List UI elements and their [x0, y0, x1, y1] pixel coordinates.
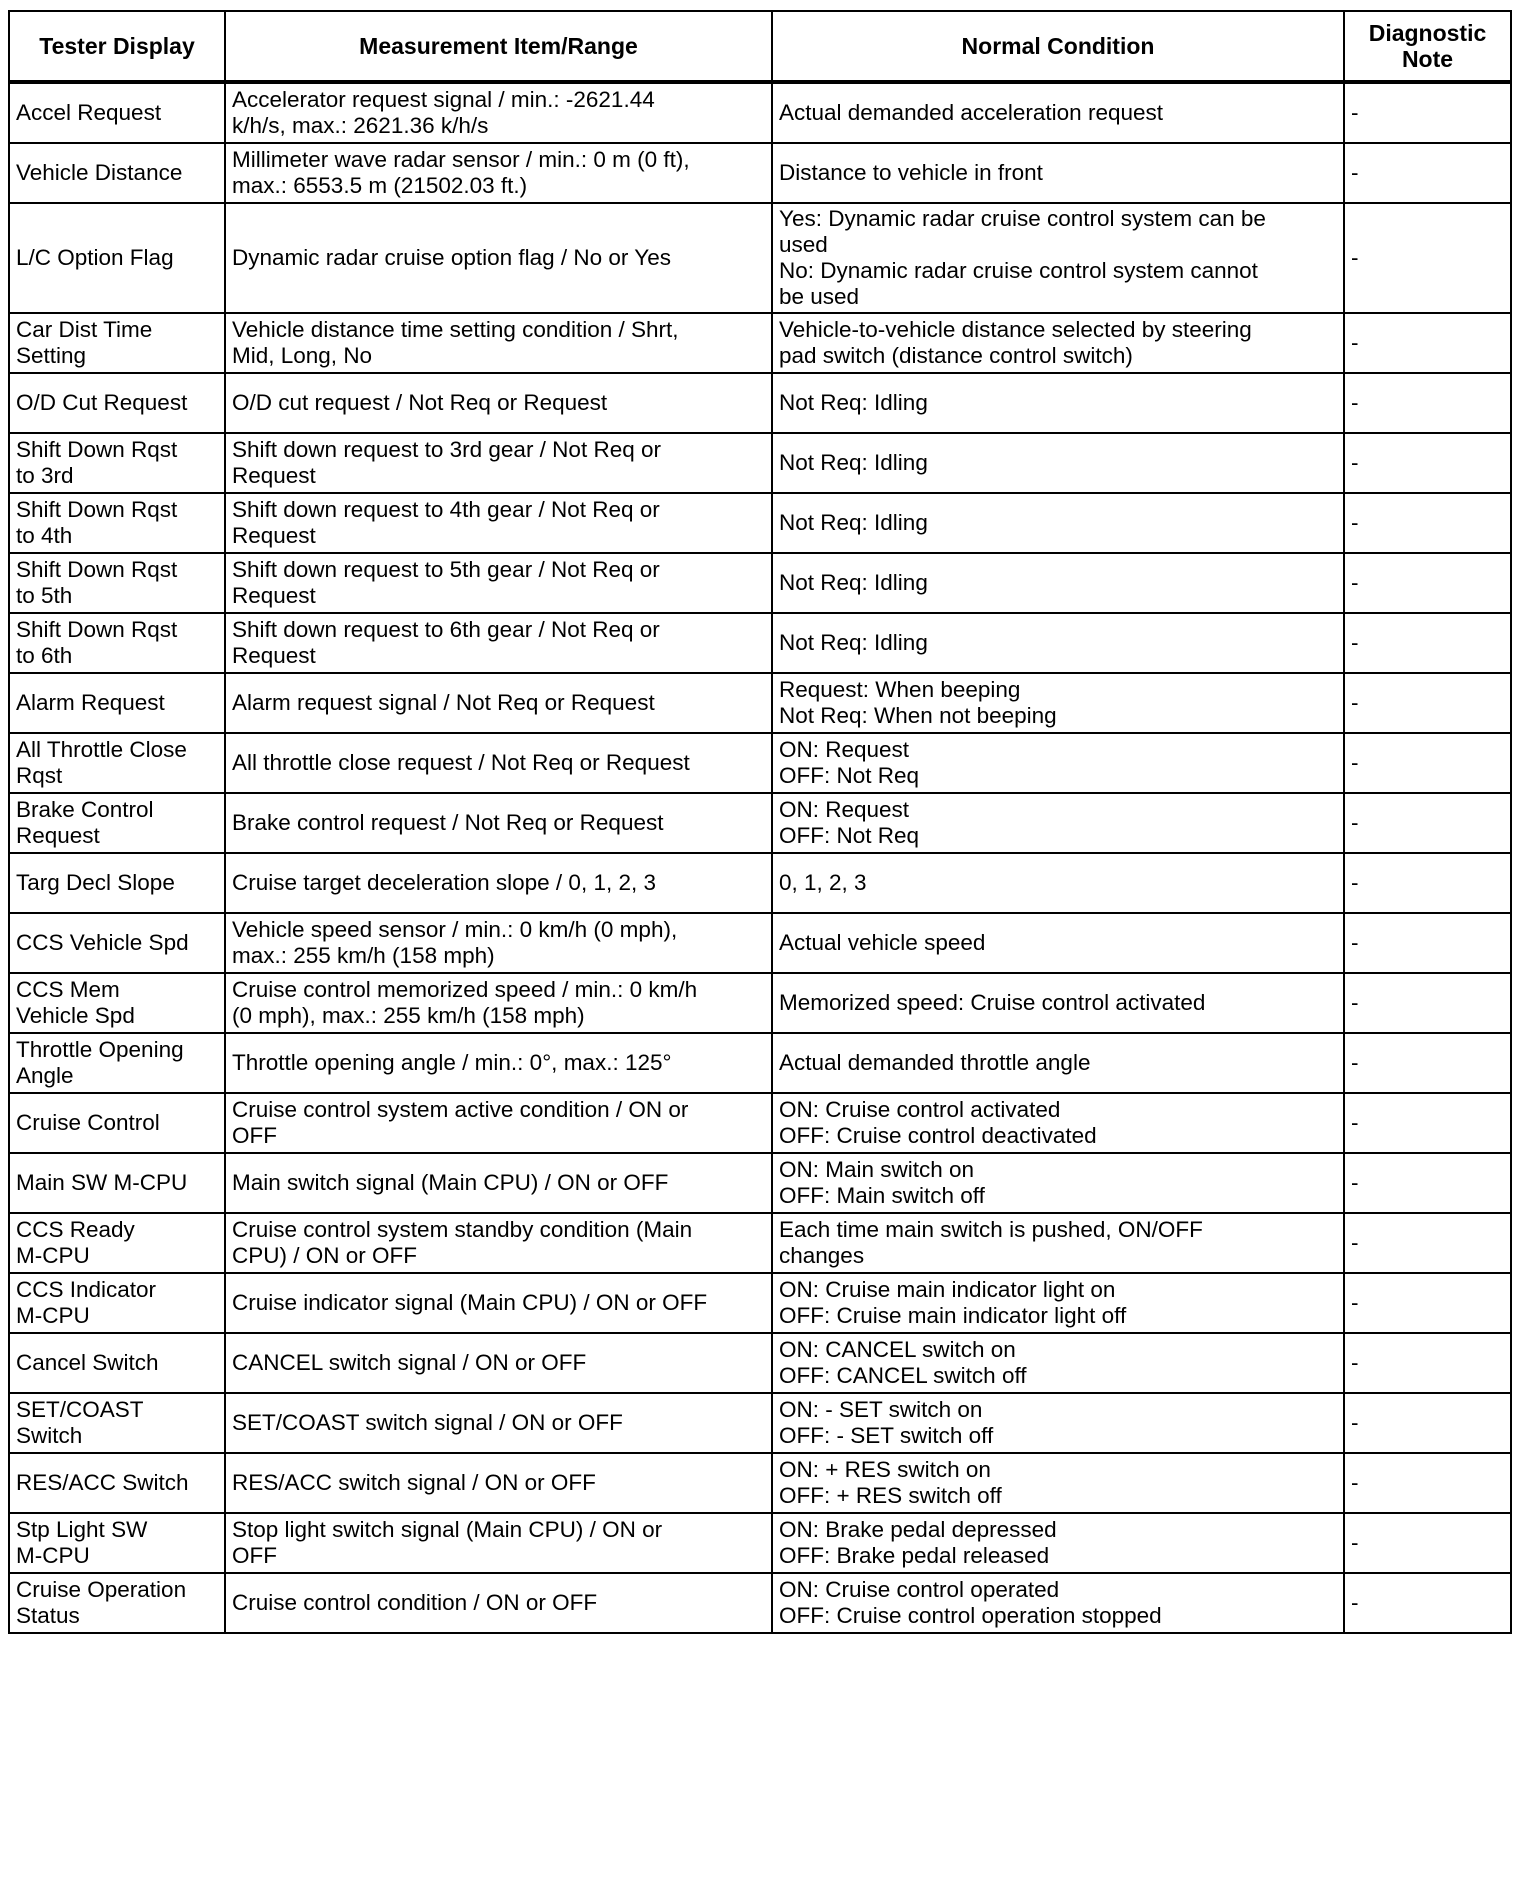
cell-measurement-item-range: Cruise control memorized speed / min.: 0 km/h (0 mph), max.: 255 km/h (158 mph) — [225, 973, 772, 1033]
cell-diagnostic-note: - — [1344, 793, 1511, 853]
cell-measurement-item-range: RES/ACC switch signal / ON or OFF — [225, 1453, 772, 1513]
cell-diagnostic-note: - — [1344, 733, 1511, 793]
cell-normal-condition: ON: Request OFF: Not Req — [772, 793, 1344, 853]
cell-tester-display: All Throttle Close Rqst — [9, 733, 225, 793]
table-row — [9, 1273, 1511, 1333]
table-row — [9, 143, 1511, 203]
table-row — [9, 1213, 1511, 1273]
cell-tester-display: RES/ACC Switch — [9, 1453, 225, 1513]
cell-diagnostic-note: - — [1344, 613, 1511, 673]
table-row — [9, 853, 1511, 913]
table-row — [9, 973, 1511, 1033]
cell-diagnostic-note: - — [1344, 1033, 1511, 1093]
table-row — [9, 433, 1511, 493]
cell-diagnostic-note: - — [1344, 553, 1511, 613]
cell-normal-condition: ON: Cruise control activated OFF: Cruise control deactivated — [772, 1093, 1344, 1153]
cell-tester-display: CCS Mem Vehicle Spd — [9, 973, 225, 1033]
table-row — [9, 1573, 1511, 1633]
cell-normal-condition: ON: Main switch on OFF: Main switch off — [772, 1153, 1344, 1213]
cell-measurement-item-range: Alarm request signal / Not Req or Request — [225, 673, 772, 733]
cell-normal-condition: Vehicle-to-vehicle distance selected by steering pad switch (distance control switch) — [772, 313, 1344, 373]
cell-diagnostic-note: - — [1344, 1513, 1511, 1573]
cell-normal-condition: Not Req: Idling — [772, 553, 1344, 613]
table-row — [9, 1393, 1511, 1453]
cell-diagnostic-note: - — [1344, 82, 1511, 143]
cell-diagnostic-note: - — [1344, 433, 1511, 493]
cell-normal-condition: ON: Cruise main indicator light on OFF: Cruise main indicator light off — [772, 1273, 1344, 1333]
cell-measurement-item-range: Vehicle speed sensor / min.: 0 km/h (0 mph), max.: 255 km/h (158 mph) — [225, 913, 772, 973]
cell-measurement-item-range: Cruise control condition / ON or OFF — [225, 1573, 772, 1633]
table-row — [9, 1093, 1511, 1153]
cell-normal-condition: ON: - SET switch on OFF: - SET switch off — [772, 1393, 1344, 1453]
table-row — [9, 313, 1511, 373]
cell-tester-display: CCS Vehicle Spd — [9, 913, 225, 973]
cell-diagnostic-note: - — [1344, 973, 1511, 1033]
cell-diagnostic-note: - — [1344, 1213, 1511, 1273]
cell-tester-display: Throttle Opening Angle — [9, 1033, 225, 1093]
cell-tester-display: Cancel Switch — [9, 1333, 225, 1393]
cell-measurement-item-range: Dynamic radar cruise option flag / No or Yes — [225, 203, 772, 313]
cell-diagnostic-note: - — [1344, 493, 1511, 553]
cell-diagnostic-note: - — [1344, 1573, 1511, 1633]
cell-diagnostic-note: - — [1344, 1093, 1511, 1153]
cell-measurement-item-range: Stop light switch signal (Main CPU) / ON or OFF — [225, 1513, 772, 1573]
cell-measurement-item-range: Cruise indicator signal (Main CPU) / ON or OFF — [225, 1273, 772, 1333]
cell-measurement-item-range: Throttle opening angle / min.: 0°, max.: 125° — [225, 1033, 772, 1093]
cell-tester-display: Stp Light SW M-CPU — [9, 1513, 225, 1573]
cell-measurement-item-range: Shift down request to 5th gear / Not Req or Request — [225, 553, 772, 613]
cell-measurement-item-range: Millimeter wave radar sensor / min.: 0 m (0 ft), max.: 6553.5 m (21502.03 ft.) — [225, 143, 772, 203]
cell-normal-condition: ON: CANCEL switch on OFF: CANCEL switch off — [772, 1333, 1344, 1393]
table-row — [9, 553, 1511, 613]
cell-tester-display: Shift Down Rqst to 6th — [9, 613, 225, 673]
cell-measurement-item-range: Cruise control system standby condition (Main CPU) / ON or OFF — [225, 1213, 772, 1273]
cell-diagnostic-note: - — [1344, 1273, 1511, 1333]
cell-diagnostic-note: - — [1344, 1393, 1511, 1453]
cell-normal-condition: 0, 1, 2, 3 — [772, 853, 1344, 913]
cell-normal-condition: Actual demanded acceleration request — [772, 82, 1344, 143]
cell-measurement-item-range: Main switch signal (Main CPU) / ON or OFF — [225, 1153, 772, 1213]
cell-tester-display: Main SW M-CPU — [9, 1153, 225, 1213]
table-row — [9, 493, 1511, 553]
cell-tester-display: Targ Decl Slope — [9, 853, 225, 913]
cell-diagnostic-note: - — [1344, 143, 1511, 203]
cell-diagnostic-note: - — [1344, 1453, 1511, 1513]
cell-normal-condition: Actual vehicle speed — [772, 913, 1344, 973]
cell-normal-condition: Each time main switch is pushed, ON/OFF changes — [772, 1213, 1344, 1273]
cell-normal-condition: ON: Brake pedal depressed OFF: Brake pedal released — [772, 1513, 1344, 1573]
table-row — [9, 1333, 1511, 1393]
cell-tester-display: Vehicle Distance — [9, 143, 225, 203]
cell-measurement-item-range: O/D cut request / Not Req or Request — [225, 373, 772, 433]
cell-diagnostic-note: - — [1344, 1153, 1511, 1213]
table-row — [9, 1153, 1511, 1213]
cell-tester-display: Car Dist Time Setting — [9, 313, 225, 373]
table-row — [9, 373, 1511, 433]
cell-measurement-item-range: Vehicle distance time setting condition / Shrt, Mid, Long, No — [225, 313, 772, 373]
cell-measurement-item-range: All throttle close request / Not Req or Request — [225, 733, 772, 793]
cell-normal-condition: ON: Cruise control operated OFF: Cruise control operation stopped — [772, 1573, 1344, 1633]
cell-measurement-item-range: CANCEL switch signal / ON or OFF — [225, 1333, 772, 1393]
cell-tester-display: Alarm Request — [9, 673, 225, 733]
cell-tester-display: L/C Option Flag — [9, 203, 225, 313]
table-row — [9, 673, 1511, 733]
cell-normal-condition: ON: + RES switch on OFF: + RES switch off — [772, 1453, 1344, 1513]
cell-tester-display: O/D Cut Request — [9, 373, 225, 433]
cell-measurement-item-range: SET/COAST switch signal / ON or OFF — [225, 1393, 772, 1453]
header-measurement-item-range: Measurement Item/Range — [225, 11, 772, 82]
header-tester-display: Tester Display — [9, 11, 225, 82]
table-row — [9, 82, 1511, 143]
cell-normal-condition: Not Req: Idling — [772, 493, 1344, 553]
header-normal-condition: Normal Condition — [772, 11, 1344, 82]
cell-measurement-item-range: Shift down request to 3rd gear / Not Req or Request — [225, 433, 772, 493]
cell-tester-display: Shift Down Rqst to 5th — [9, 553, 225, 613]
cell-tester-display: SET/COAST Switch — [9, 1393, 225, 1453]
header-diagnostic-note: Diagnostic Note — [1344, 11, 1511, 82]
table-row — [9, 1033, 1511, 1093]
cell-diagnostic-note: - — [1344, 1333, 1511, 1393]
cell-diagnostic-note: - — [1344, 373, 1511, 433]
cell-measurement-item-range: Cruise control system active condition / ON or OFF — [225, 1093, 772, 1153]
cell-diagnostic-note: - — [1344, 203, 1511, 313]
table-row — [9, 203, 1511, 313]
table-body — [9, 82, 1511, 1633]
cell-normal-condition: Not Req: Idling — [772, 433, 1344, 493]
cell-diagnostic-note: - — [1344, 673, 1511, 733]
cell-diagnostic-note: - — [1344, 853, 1511, 913]
cell-tester-display: Brake Control Request — [9, 793, 225, 853]
diagnostic-data-table — [8, 10, 1512, 1634]
cell-normal-condition: Memorized speed: Cruise control activated — [772, 973, 1344, 1033]
table-row — [9, 793, 1511, 853]
cell-normal-condition: Request: When beeping Not Req: When not beeping — [772, 673, 1344, 733]
cell-measurement-item-range: Cruise target deceleration slope / 0, 1, 2, 3 — [225, 853, 772, 913]
cell-normal-condition: Not Req: Idling — [772, 613, 1344, 673]
cell-measurement-item-range: Shift down request to 4th gear / Not Req or Request — [225, 493, 772, 553]
cell-measurement-item-range: Accelerator request signal / min.: -2621.44 k/h/s, max.: 2621.36 k/h/s — [225, 82, 772, 143]
cell-measurement-item-range: Brake control request / Not Req or Request — [225, 793, 772, 853]
table-row — [9, 613, 1511, 673]
table-row — [9, 1453, 1511, 1513]
cell-tester-display: CCS Indicator M-CPU — [9, 1273, 225, 1333]
table-row — [9, 733, 1511, 793]
header-row — [9, 11, 1511, 82]
cell-normal-condition: Distance to vehicle in front — [772, 143, 1344, 203]
cell-tester-display: Cruise Operation Status — [9, 1573, 225, 1633]
cell-normal-condition: Actual demanded throttle angle — [772, 1033, 1344, 1093]
cell-diagnostic-note: - — [1344, 913, 1511, 973]
cell-diagnostic-note: - — [1344, 313, 1511, 373]
cell-tester-display: Cruise Control — [9, 1093, 225, 1153]
table-row — [9, 1513, 1511, 1573]
cell-tester-display: Accel Request — [9, 82, 225, 143]
cell-normal-condition: Not Req: Idling — [772, 373, 1344, 433]
cell-measurement-item-range: Shift down request to 6th gear / Not Req or Request — [225, 613, 772, 673]
cell-tester-display: Shift Down Rqst to 3rd — [9, 433, 225, 493]
table-header — [9, 11, 1511, 82]
cell-normal-condition: ON: Request OFF: Not Req — [772, 733, 1344, 793]
cell-normal-condition: Yes: Dynamic radar cruise control system can be used No: Dynamic radar cruise control system cannot be used — [772, 203, 1344, 313]
table-row — [9, 913, 1511, 973]
cell-tester-display: CCS Ready M-CPU — [9, 1213, 225, 1273]
cell-tester-display: Shift Down Rqst to 4th — [9, 493, 225, 553]
